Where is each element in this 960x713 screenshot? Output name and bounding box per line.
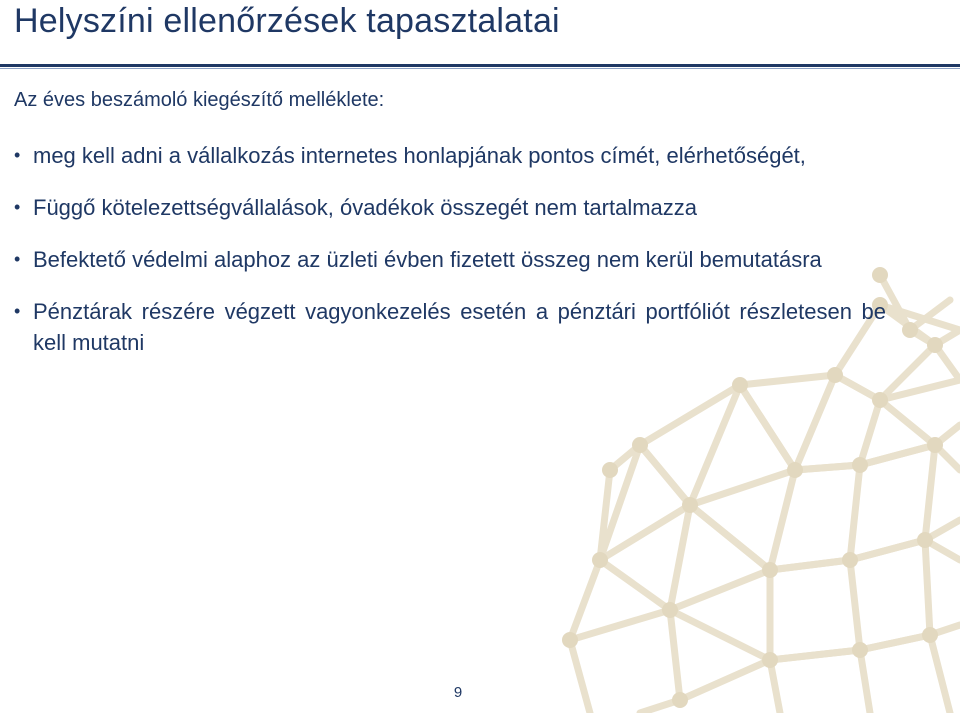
bullet-item	[14, 192, 886, 223]
bullet-icon: •	[14, 145, 21, 165]
bullet-text: Befektető védelmi alaphoz az üzleti évben fizetett összeg nem kerül bemutatásra	[33, 247, 822, 272]
title-underline-thin	[0, 68, 960, 69]
page-number: 9	[453, 684, 463, 701]
bullet-icon: •	[14, 197, 21, 217]
slide-title: Helyszíni ellenőrzések tapasztalatai	[14, 2, 560, 40]
bullet-item	[14, 296, 886, 358]
bullet-icon: •	[14, 249, 21, 269]
bullet-text: Pénztárak részére végzett vagyonkezelés esetén a pénztári portfóliót részletesen be kell mutatni	[33, 299, 886, 355]
bullet-text: Függő kötelezettségvállalások, óvadékok összegét nem tartalmazza	[33, 195, 698, 220]
slide-subtitle: Az éves beszámoló kiegészítő melléklete:	[14, 89, 385, 111]
bullet-item	[14, 244, 886, 275]
bullet-icon: •	[14, 301, 21, 321]
bullet-list	[14, 140, 886, 358]
bullet-item	[14, 140, 886, 171]
bullet-text: meg kell adni a vállalkozás internetes honlapjának pontos címét, elérhetőségét,	[33, 143, 806, 168]
title-underline	[0, 64, 960, 67]
